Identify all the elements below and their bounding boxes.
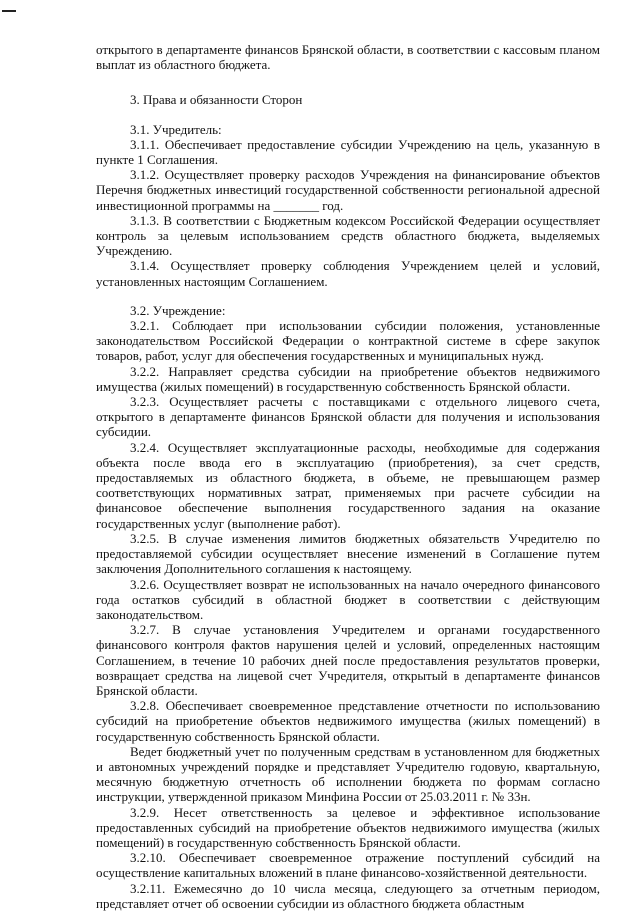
document-body — [96, 42, 600, 911]
subsection-3-2-title: 3.2. Учреждение: — [130, 302, 226, 318]
clause-3-1-2: 3.1.2. Осуществляет проверку расходов Учреждения на финансирование объектов Перечня бюджетных инвестиций государственной собственности региональной адресной инвестиционной программы на _______ год. — [96, 167, 600, 213]
clause-3-2-7: 3.2.7. В случае установления Учредителем и органами государственного финансового контроля фактов нарушения целей и условий, определенных настоящим Соглашением, в течение 10 рабочих дней после предоставления результатов проверки, возвращает средства на лицевой счет Учредителя, открытый в департаменте финансов Брянской области. — [96, 622, 600, 698]
clause-3-2-3: 3.2.3. Осуществляет расчеты с поставщиками с отдельного лицевого счета, открытого в департаменте финансов Брянской области для получения и использования субсидии. — [96, 394, 600, 440]
budget-accounting-paragraph: Ведет бюджетный учет по полученным средствам в установленном для бюджетных и автономных учреждений порядке и представляет Учредителю годовую, квартальную, месячную бюджетную отчетность об исполнении бюджета по формам согласно инструкции, утвержденной приказом Минфина России от 25.03.2011 г. № 33н. — [96, 743, 600, 805]
clause-3-1-4: 3.1.4. Осуществляет проверку соблюдения Учреждением целей и условий, установленных настоящим Соглашением. — [96, 258, 600, 289]
clause-3-2-1: 3.2.1. Соблюдает при использовании субсидии положения, установленные законодательством Российской Федерации о контрактной системе в сфере закупок товаров, работ, услуг для обеспечения государственных и муниципальных нужд. — [96, 318, 600, 364]
clause-3-2-8: 3.2.8. Обеспечивает своевременное представление отчетности по использованию субсидий на приобретение объектов недвижимого имущества (жилых помещений) в государственную собственность Брянской области. — [96, 698, 600, 744]
subsection-3-1-title: 3.1. Учредитель: — [130, 121, 222, 137]
intro-paragraph: открытого в департаменте финансов Брянской области, в соответствии с кассовым планом выплат из областного бюджета. — [96, 42, 600, 73]
clause-3-2-11: 3.2.11. Ежемесячно до 10 числа месяца, следующего за отчетным периодом, представляет отчет об освоении субсидии из областного бюджета областным — [96, 880, 600, 911]
clause-3-2-6: 3.2.6. Осуществляет возврат не использованных на начало очередного финансового года остатков субсидий в областной бюджет в соответствии с действующим законодательством. — [96, 576, 600, 622]
clause-3-2-10: 3.2.10. Обеспечивает своевременное отражение поступлений субсидий на осуществление капитальных вложений в плане финансово-хозяйственной деятельности. — [96, 850, 600, 881]
clause-3-2-2: 3.2.2. Направляет средства субсидии на приобретение объектов недвижимого имущества (жилых помещений) в государственную собственность Брянской области. — [96, 363, 600, 394]
clause-3-1-3: 3.1.3. В соответствии с Бюджетным кодексом Российской Федерации осуществляет контроль за целевым использованием средств областного бюджета, выделяемых Учреждению. — [96, 212, 600, 259]
clause-3-2-5: 3.2.5. В случае изменения лимитов бюджетных обязательств Учредителю по предоставляемой субсидии осуществляет внесение изменений в Соглашение путем заключения Дополнительного соглашения к настоящему. — [96, 530, 600, 577]
clause-3-1-1: 3.1.1. Обеспечивает предоставление субсидии Учреждению на цель, указанную в пункте 1 Соглашения. — [96, 136, 600, 168]
scan-corner-mark — [2, 10, 16, 12]
clause-3-2-9: 3.2.9. Несет ответственность за целевое и эффективное использование предоставленных субсидий на приобретение объектов недвижимого имущества (жилых помещений) в государственную собственность Брянской области. — [96, 804, 600, 850]
section-heading: 3. Права и обязанности Сторон — [130, 92, 303, 108]
clause-3-2-4: 3.2.4. Осуществляет эксплуатационные расходы, необходимые для содержания объекта после ввода его в эксплуатацию (приобретения), за счет средств, предоставляемых из областного бюджета, в объеме, не превышающем размер соответствующих нормативных затрат, применяемых при расчете субсидии на финансовое обеспечение выполнения государственного задания на оказание государственных услуг (выполнение работ). — [96, 439, 600, 531]
